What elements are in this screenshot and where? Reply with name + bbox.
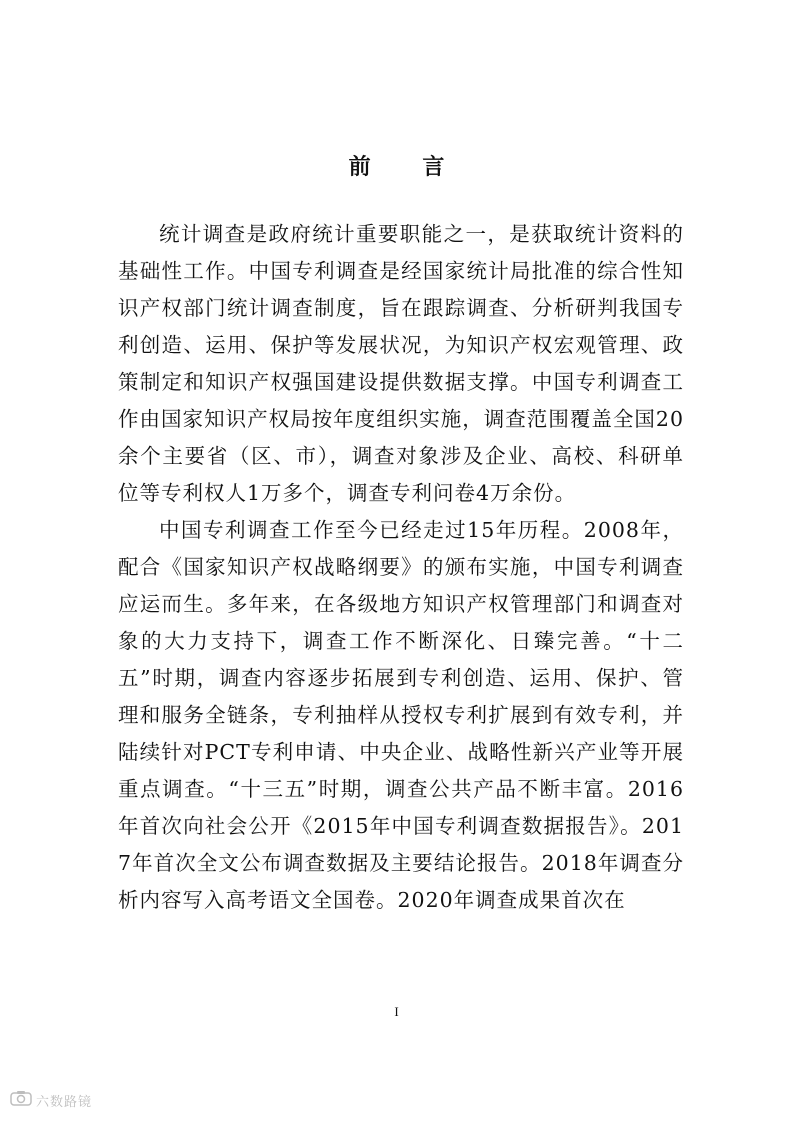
camera-logo-icon xyxy=(10,1090,32,1110)
paragraph-1: 统计调查是政府统计重要职能之一，是获取统计资料的基础性工作。中国专利调查是经国家统计局批准的综合性知识产权部门统计调查制度，旨在跟踪调查、分析研判我国专利创造、运用、保护等发展状况，为知识产权宏观管理、政策制定和知识产权强国建设提供数据支撑。中国专利调查工作由国家知识产权局按年度组织实施，调查范围覆盖全国20余个主要省（区、市），调查对象涉及企业、高校、科研单位等专利权人1万多个，调查专利问卷4万余份。 xyxy=(118,222,684,505)
page-number: I xyxy=(394,1004,399,1019)
paragraph-2: 中国专利调查工作至今已经走过15年历程。2008年，配合《国家知识产权战略纲要》的颁布实施，中国专利调查应运而生。多年来，在各级地方知识产权管理部门和调查对象的大力支持下，调查工作不断深化、日臻完善。“十二五”时期，调查内容逐步拓展到专利创造、运用、保护、管理和服务全链条，专利抽样从授权专利扩展到有效专利，并陆续针对PCT专利申请、中央企业、战略性新兴产业等开展重点调查。“十三五”时期，调查公共产品不断丰富。2016年首次向社会公开《2015年中国专利调查数据报告》。2017年首次全文公布调查数据及主要结论报告。2018年调查分析内容写入高考语文全国卷。2020年调查成果首次在 xyxy=(118,518,684,912)
watermark-text: 六数路镜 xyxy=(36,1094,93,1110)
page-title: 前 言 xyxy=(348,155,467,180)
body-text xyxy=(118,216,684,919)
watermark xyxy=(10,1090,92,1110)
